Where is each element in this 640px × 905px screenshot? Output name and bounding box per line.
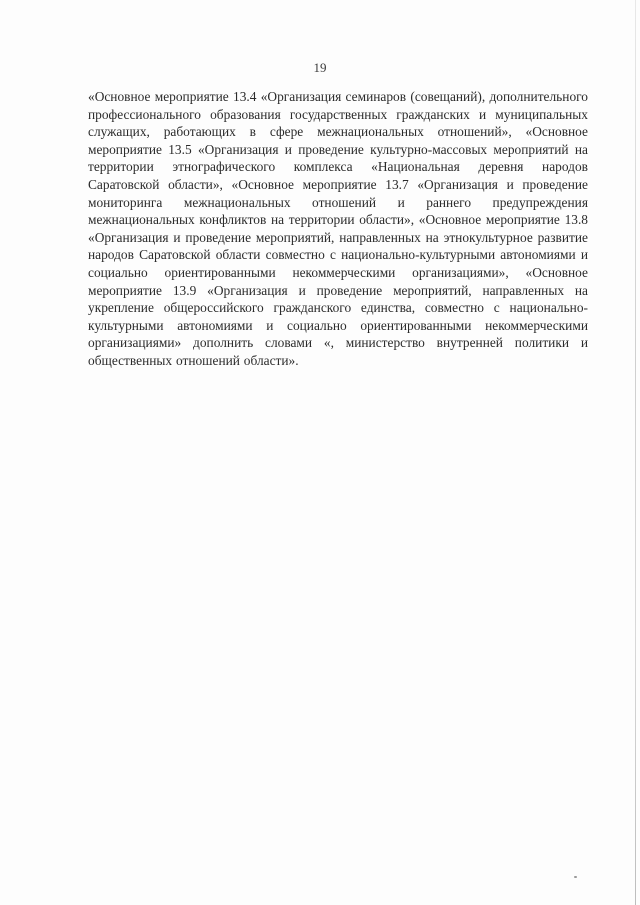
scan-edge bbox=[635, 0, 636, 905]
scan-artifact bbox=[574, 876, 577, 878]
page-number: 19 bbox=[313, 60, 327, 75]
body-paragraph: «Основное мероприятие 13.4 «Организация семинаров (совещаний), дополнительного профессионального образования государственных гражданских и муниципальных служащих, работающих в сфере межнациональных отношений», «Основное мероприятие 13.5 «Организация и проведение культурно-массовых мероприятий на территории этнографического комплекса «Национальная деревня народов Саратовской области», «Основное мероприятие 13.7 «Организация и проведение мониторинга межнациональных отношений и раннего предупреждения межнациональных конфликтов на территории области», «Основное мероприятие 13.8 «Организация и проведение мероприятий, направленных на этнокультурное развитие народов Саратовской области совместно с национально-культурными автономиями и социально ориентированными некоммерческими организациями», «Основное мероприятие 13.9 «Организация и проведение мероприятий, направленных на укрепление общероссийского гражданского единства, совместно с национально-культурными автономиями и социально ориентированными некоммерческими организациями» дополнить словами «, министерство внутренней политики и общественных отношений области». bbox=[88, 89, 588, 368]
